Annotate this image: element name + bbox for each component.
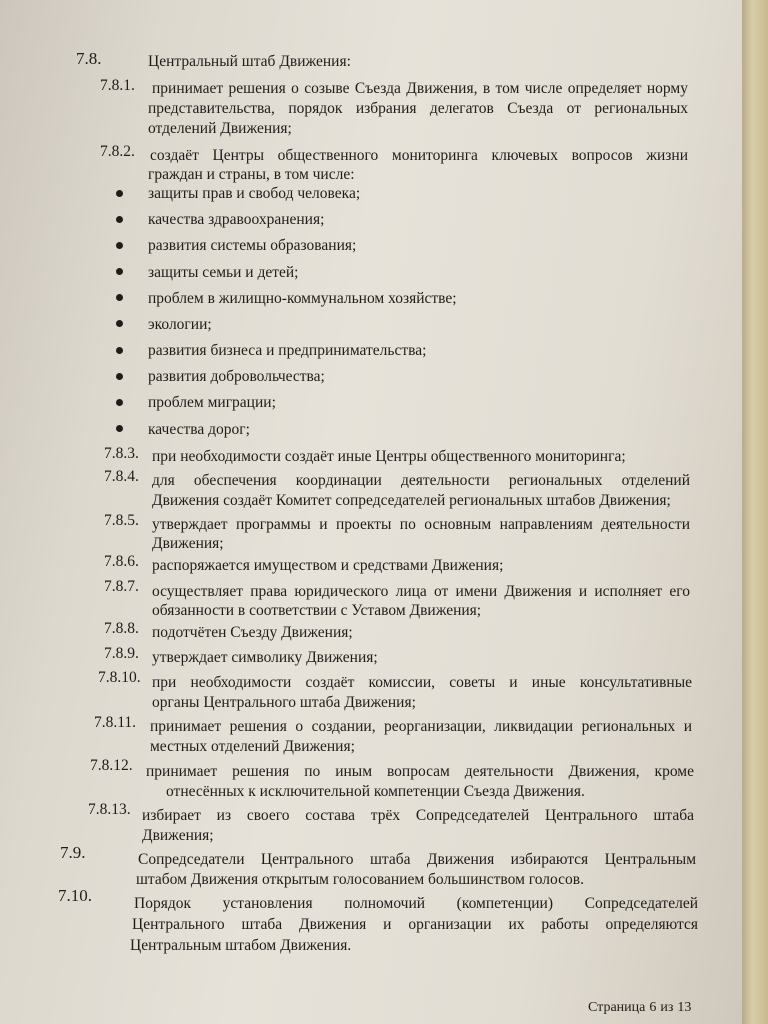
section-text: Движения создаёт Комитет сопредседателей региональных штабов Движения; [152, 492, 671, 509]
section-text: граждан и страны, в том числе: [148, 166, 355, 183]
section-text: Сопредседатели Центрального штаба Движения избираются Центральным [138, 851, 696, 868]
bullet-text: качества здравоохранения; [148, 211, 325, 228]
bullet-text: развития добровольчества; [148, 368, 325, 385]
section-number: 7.8.9. [104, 645, 139, 662]
section-text: Порядок установления полномочий (компетенции) Сопредседателей [134, 895, 698, 912]
section-number: 7.8.7. [104, 578, 139, 595]
bullet-text: экологии; [148, 316, 212, 333]
bullet-marker [116, 373, 123, 380]
section-text: подотчётен Съезду Движения; [152, 624, 353, 641]
section-number: 7.8.2. [100, 143, 135, 160]
bullet-marker [116, 399, 123, 406]
section-number: 7.8.1. [100, 77, 135, 94]
footer-total-pages: 13 [677, 1000, 692, 1015]
bullet-marker [116, 216, 123, 223]
page-stack-edge [742, 0, 768, 1024]
footer-label: Страница [588, 1000, 646, 1015]
bullet-text: качества дорог; [148, 421, 250, 438]
section-text: штабом Движения открытым голосованием большинством голосов. [136, 871, 584, 888]
footer-of: из [660, 1000, 674, 1015]
section-text: принимает решения о создании, реорганизации, ликвидации региональных и [150, 718, 692, 735]
section-text: распоряжается имуществом и средствами Движения; [152, 557, 504, 574]
bullet-marker [116, 425, 123, 432]
section-number: 7.8.6. [104, 553, 139, 570]
section-text: отнесённых к исключительной компетенции Съезда Движения. [166, 783, 585, 800]
bullet-text: защиты прав и свобод человека; [148, 185, 361, 202]
bullet-text: развития бизнеса и предпринимательства; [148, 342, 427, 359]
bullet-marker [116, 190, 123, 197]
section-text: утверждает программы и проекты по основным направлениям деятельности [152, 516, 690, 533]
bullet-text: развития системы образования; [148, 237, 357, 254]
section-text: избирает из своего состава трёх Сопредседателей Центрального штаба [142, 807, 694, 824]
section-text: Центральный штаб Движения: [148, 53, 351, 70]
section-number: 7.10. [58, 886, 92, 905]
section-number: 7.8.12. [90, 757, 133, 774]
section-text: Движения; [142, 827, 214, 844]
section-text: при необходимости создаёт комиссии, советы и иные консультативные [152, 674, 692, 691]
section-number: 7.8. [76, 49, 102, 68]
section-text: Центральным штабом Движения. [130, 937, 352, 954]
bullet-marker [116, 268, 123, 275]
bullet-marker [116, 294, 123, 301]
section-number: 7.8.3. [104, 445, 139, 462]
bullet-text: проблем в жилищно-коммунальном хозяйстве; [148, 290, 457, 307]
section-text: органы Центрального штаба Движения; [152, 694, 416, 711]
bullet-text: проблем миграции; [148, 394, 276, 411]
section-text: отделений Движения; [148, 120, 292, 137]
bullet-marker [116, 242, 123, 249]
section-text: осуществляет права юридического лица от имени Движения и исполняет его [152, 583, 690, 600]
footer-current-page: 6 [649, 1000, 657, 1015]
section-number: 7.9. [60, 843, 86, 862]
section-number: 7.8.5. [104, 512, 139, 529]
section-text: представительства, порядок избрания делегатов Съезда от региональных [148, 100, 688, 117]
section-text: утверждает символику Движения; [152, 649, 378, 666]
section-text: для обеспечения координации деятельности региональных отделений [152, 472, 690, 489]
section-number: 7.8.8. [104, 620, 139, 637]
section-text: принимает решения о созыве Съезда Движения, в том числе определяет норму [152, 80, 688, 97]
section-text: Движения; [152, 535, 224, 552]
section-number: 7.8.13. [88, 801, 131, 818]
section-number: 7.8.10. [98, 669, 141, 686]
bullet-marker [116, 347, 123, 354]
bullet-text: защиты семьи и детей; [148, 264, 299, 281]
section-text: принимает решения по иным вопросам деятельности Движения, кроме [146, 763, 694, 780]
section-text: обязанности в соответствии с Уставом Движения; [152, 602, 482, 619]
section-text: создаёт Центры общественного мониторинга ключевых вопросов жизни [150, 147, 688, 164]
section-text: при необходимости создаёт иные Центры общественного мониторинга; [152, 448, 626, 465]
section-number: 7.8.4. [104, 468, 139, 485]
bullet-marker [116, 320, 123, 327]
section-number: 7.8.11. [94, 714, 137, 731]
section-text: местных отделений Движения; [150, 738, 355, 755]
section-text: Центрального штаба Движения и организации их работы определяются [132, 916, 698, 933]
page-footer [588, 1000, 695, 1016]
